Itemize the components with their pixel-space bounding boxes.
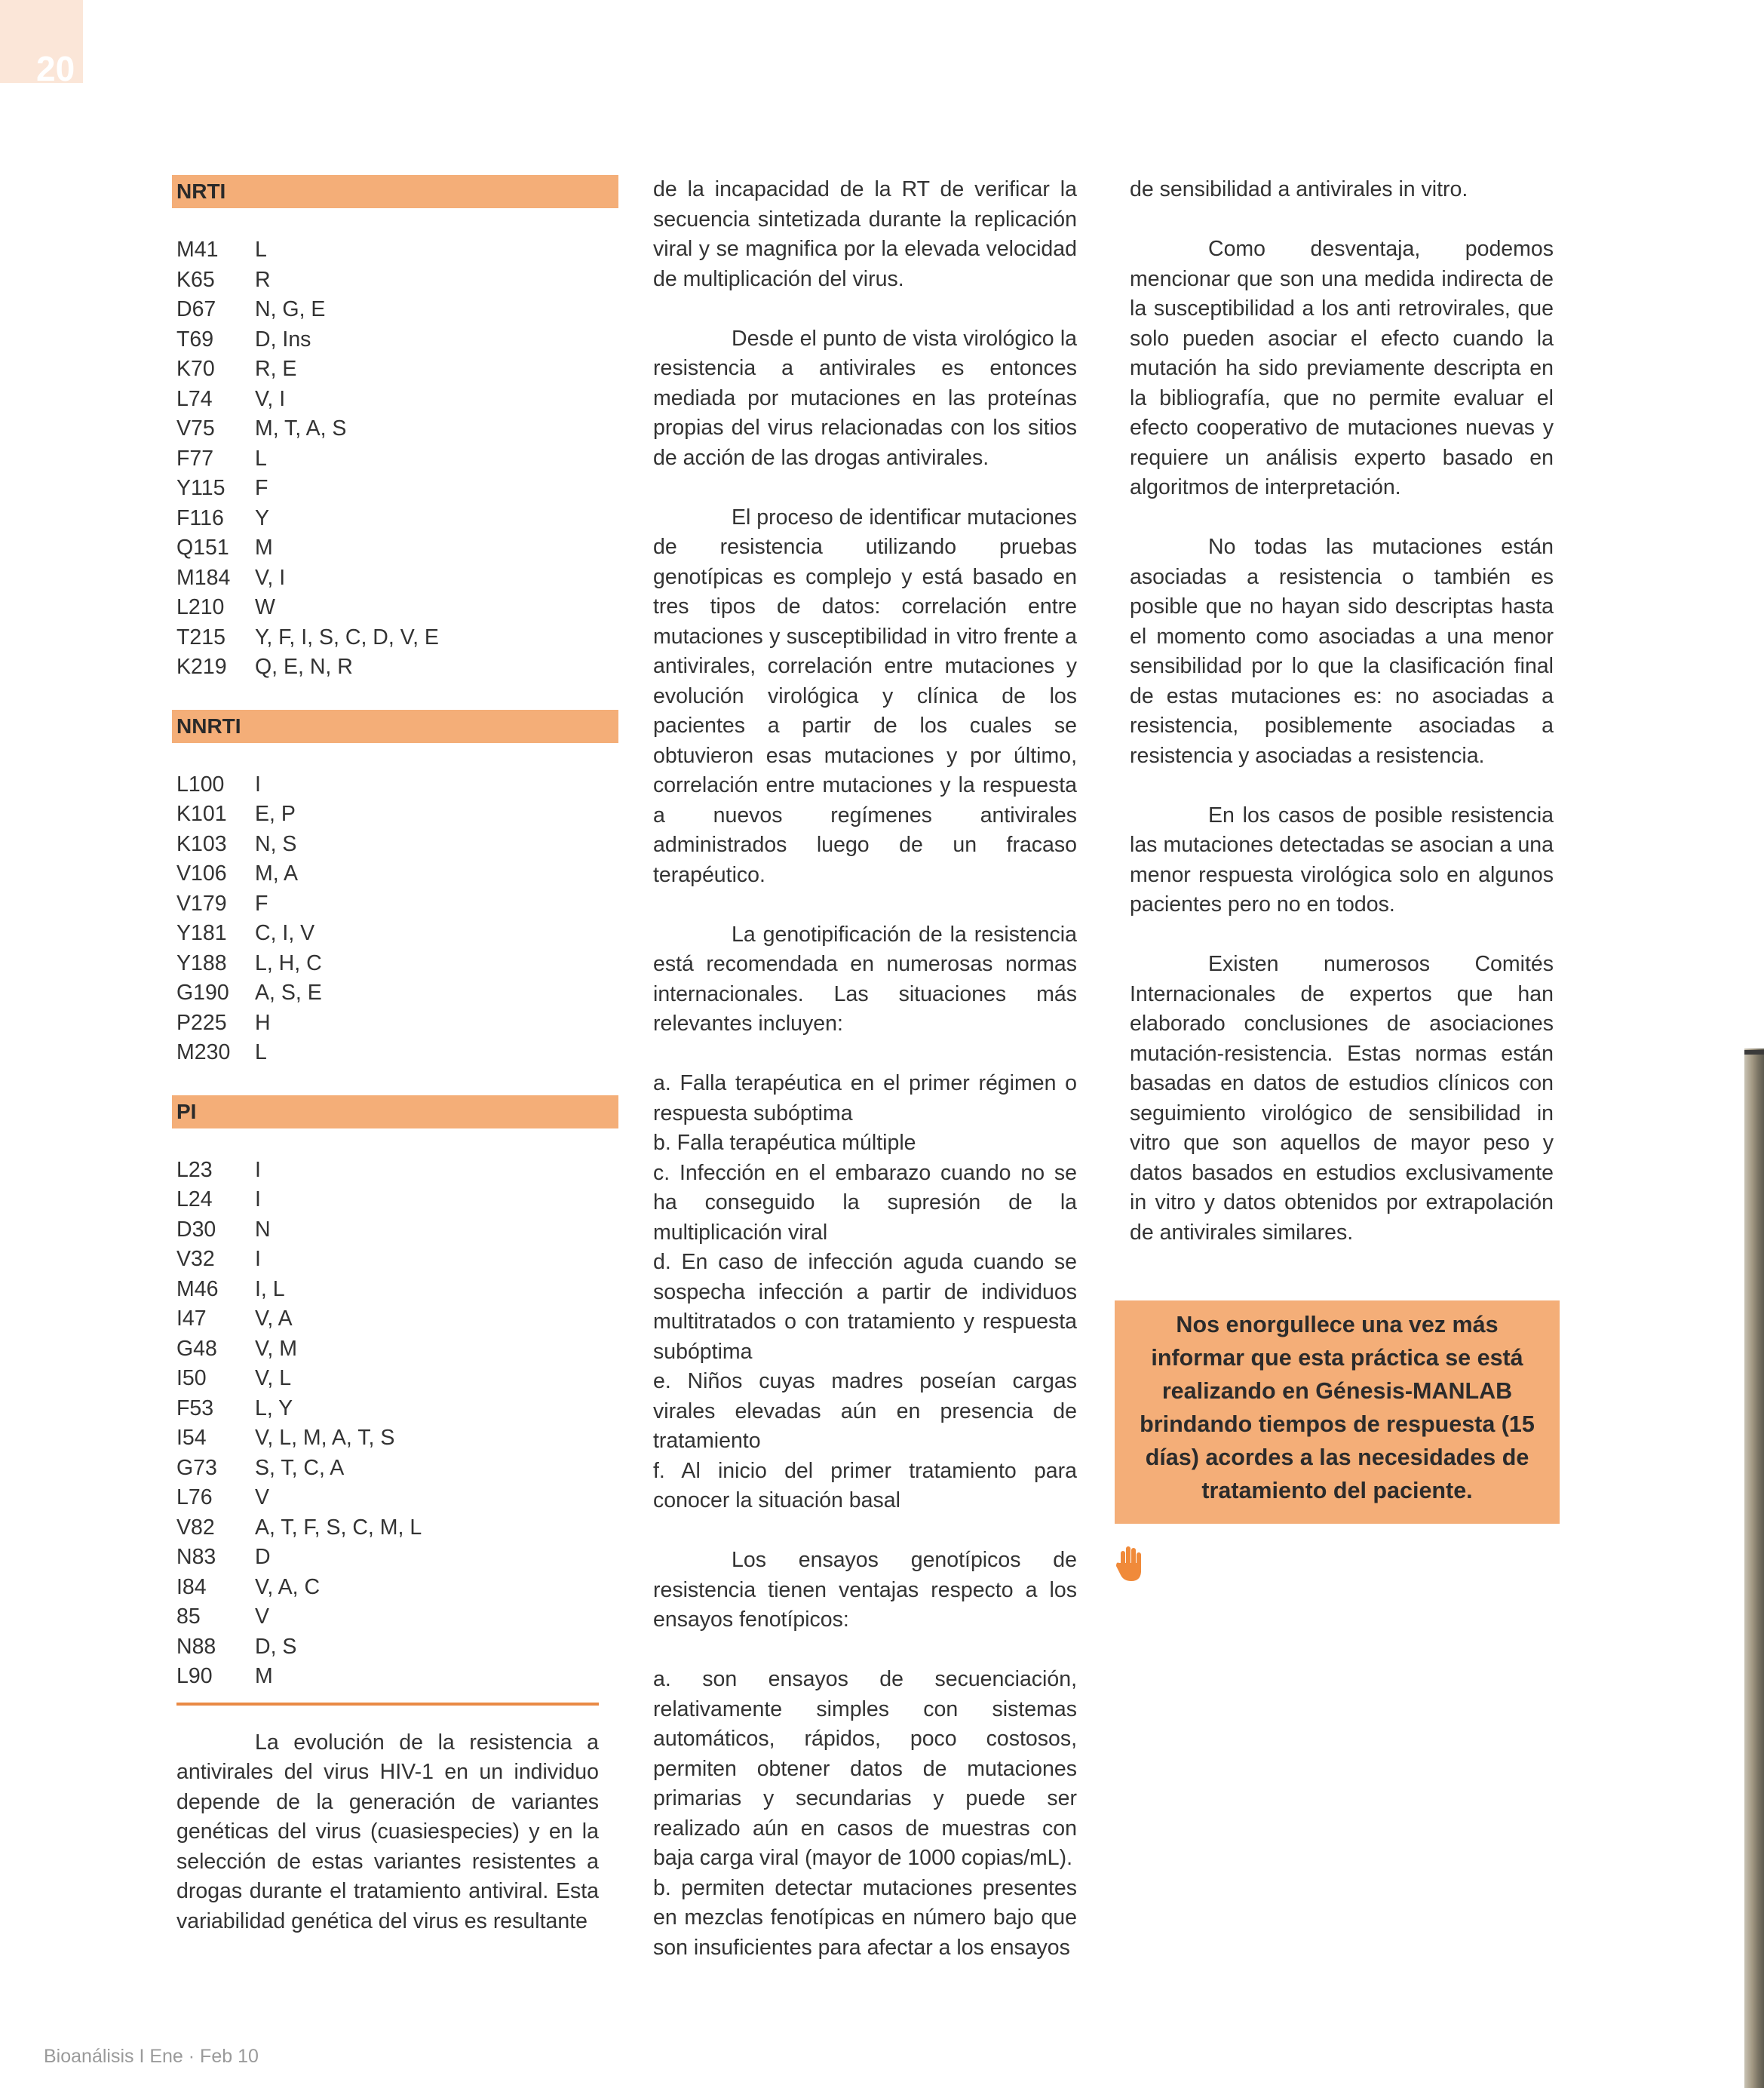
mutation-position: F77 bbox=[176, 446, 214, 471]
list-item: a. son ensayos de secuenciación, relativamente simples con sistemas automáticos, rápidos, poco costosos, permiten obtener datos de mutaciones primarias y secundarias y puede ser realizado aún en casos de muestras con baja carga viral (mayor de 1000 copias/mL). bbox=[653, 1667, 1077, 1870]
mutation-substitutions: M, A bbox=[255, 861, 299, 886]
mutation-position: Y181 bbox=[176, 921, 227, 945]
mutation-row bbox=[176, 889, 618, 920]
mutation-position: K101 bbox=[176, 802, 227, 826]
mutation-row bbox=[176, 414, 618, 444]
mutation-row bbox=[176, 1038, 618, 1068]
mutation-position: N88 bbox=[176, 1634, 216, 1659]
mutation-position: K103 bbox=[176, 831, 227, 856]
body-paragraph: Como desventaja, podemos mencionar que son una medida indirecta de la susceptibilidad a los anti retrovirales, que solo pueden asociar el efecto cuando la mutación ha sido previamente descripta en la bibliografía, que no permite evaluar el efecto cooperativo de mutaciones nuevas y requiere un análisis experto basado en algoritmos de interpretación. bbox=[1130, 237, 1554, 499]
mutation-position: L23 bbox=[176, 1157, 213, 1182]
mutation-substitutions: V, M bbox=[255, 1336, 297, 1361]
mutation-substitutions: M, T, A, S bbox=[255, 416, 347, 441]
mutation-row bbox=[176, 1215, 618, 1245]
mutation-substitutions: W bbox=[255, 595, 275, 619]
mutation-position: L100 bbox=[176, 772, 225, 797]
mutation-position: D30 bbox=[176, 1217, 216, 1242]
mutation-position: M41 bbox=[176, 238, 219, 262]
footer: Bioanálisis I Ene · Feb 10 bbox=[44, 2046, 259, 2067]
body-paragraph: El proceso de identificar mutaciones de resistencia utilizando pruebas genotípicas es complejo y está basado en tres tipos de datos: correlación entre mutaciones y susceptibilidad in vitro frente a antivirales, correlación entre mutaciones y evolución virológica y clínica de los pacientes a partir de los cuales se obtuvieron esas mutaciones y por último, correlación entre mutaciones y la respuesta a nuevos regímenes antivirales administrados luego de un fracaso terapéutico. bbox=[653, 505, 1077, 887]
mutation-position: Y115 bbox=[176, 476, 225, 500]
mutation-substitutions: E, P bbox=[255, 802, 296, 826]
mutation-row bbox=[176, 355, 618, 385]
mutation-row bbox=[176, 830, 618, 860]
mutation-row bbox=[176, 1573, 618, 1603]
mutation-substitutions: M bbox=[255, 1664, 273, 1688]
mutation-substitutions: L, Y bbox=[255, 1396, 293, 1420]
mutation-row bbox=[176, 623, 618, 653]
mutation-substitutions: H bbox=[255, 1010, 271, 1035]
mutation-list-nrti bbox=[172, 235, 618, 683]
mutation-row bbox=[176, 1602, 618, 1632]
mutation-position: F53 bbox=[176, 1396, 214, 1420]
mutation-row bbox=[176, 1156, 618, 1186]
mutation-row bbox=[176, 1662, 618, 1692]
mutation-row bbox=[176, 533, 618, 563]
mutation-substitutions: V, A bbox=[255, 1307, 293, 1331]
mutation-substitutions: D, S bbox=[255, 1634, 297, 1659]
mutation-substitutions: V, L, M, A, T, S bbox=[255, 1426, 395, 1450]
body-paragraph: Los ensayos genotípicos de resistencia tienen ventajas respecto a los ensayos fenotípicos: bbox=[653, 1548, 1077, 1632]
mutation-list-pi bbox=[172, 1156, 618, 1692]
mutation-row bbox=[176, 1334, 618, 1365]
mutation-position: K65 bbox=[176, 267, 215, 292]
body-paragraph: Existen numerosos Comités Internacionales de expertos que han elaborado conclusiones de asociaciones mutación-resistencia. Estas normas están basadas en datos de estudios clínicos con seguimiento virológico de sensibilidad in vitro que son aquellos de mayor peso y datos basados en estudios exclusivamente in vitro y datos obtenidos por extrapolación de antivirales similares. bbox=[1130, 952, 1554, 1245]
body-paragraph: de sensibilidad a antivirales in vitro. bbox=[1130, 177, 1468, 201]
mutation-substitutions: V, I bbox=[255, 386, 286, 411]
mutation-position: Y188 bbox=[176, 950, 227, 975]
body-paragraph: No todas las mutaciones están asociadas a resistencia o también es posible que no hayan sido descriptas hasta el momento como asociadas a una menor sensibilidad por lo que la clasificación final de estas mutaciones es: no asociadas a resistencia, posiblemente asociadas a resistencia y asociadas a resistencia. bbox=[1130, 535, 1554, 768]
mutation-position: F116 bbox=[176, 505, 224, 530]
page-number: 20 bbox=[0, 0, 83, 83]
mutation-position: L90 bbox=[176, 1664, 213, 1688]
mutation-position: V82 bbox=[176, 1515, 215, 1540]
mutation-position: N83 bbox=[176, 1545, 216, 1569]
mutation-position: V32 bbox=[176, 1247, 215, 1271]
mutation-position: I84 bbox=[176, 1574, 207, 1599]
mutation-position: L210 bbox=[176, 595, 225, 619]
mutation-row bbox=[176, 563, 618, 594]
mutation-position: G190 bbox=[176, 981, 229, 1005]
mutation-row bbox=[176, 504, 618, 534]
section-header-nnrti: NNRTI bbox=[172, 710, 618, 743]
mutation-substitutions: D bbox=[255, 1545, 271, 1569]
mutation-row bbox=[176, 1513, 618, 1543]
list-item: b. Falla terapéutica múltiple bbox=[653, 1131, 916, 1155]
mutation-substitutions: Y, F, I, S, C, D, V, E bbox=[255, 625, 439, 649]
mutation-position: I54 bbox=[176, 1426, 207, 1450]
mutation-substitutions: I, L bbox=[255, 1276, 285, 1301]
mutation-row bbox=[176, 1423, 618, 1454]
mutation-substitutions: I bbox=[255, 772, 261, 797]
mutation-position: K219 bbox=[176, 655, 227, 679]
list-item: c. Infección en el embarazo cuando no se ha conseguido la supresión de la multiplicación viral bbox=[653, 1160, 1077, 1245]
advantages-list bbox=[653, 1665, 1077, 1963]
divider bbox=[176, 1703, 599, 1706]
mutation-position: I47 bbox=[176, 1307, 207, 1331]
mutation-row bbox=[176, 652, 618, 683]
mutation-position: V75 bbox=[176, 416, 215, 441]
body-paragraph: de la incapacidad de la RT de verificar la secuencia sintetizada durante la replicación viral y se magnifica por la elevada velocidad de multiplicación del virus. bbox=[653, 177, 1077, 291]
mutation-row bbox=[176, 978, 618, 1009]
mutation-position: G48 bbox=[176, 1336, 217, 1361]
list-item: d. En caso de infección aguda cuando se sospecha infección a partir de individuos multitratados o con tratamiento y respuesta subóptima bbox=[653, 1250, 1077, 1364]
text-column-3 bbox=[1130, 175, 1554, 1248]
mutation-substitutions: I bbox=[255, 1157, 261, 1182]
mutation-row bbox=[176, 1364, 618, 1394]
raised-hand-icon bbox=[1115, 1543, 1146, 1583]
mutation-row bbox=[176, 1394, 618, 1424]
mutation-substitutions: Q, E, N, R bbox=[255, 655, 353, 679]
mutation-position: V106 bbox=[176, 861, 227, 886]
mutation-position: L24 bbox=[176, 1187, 213, 1211]
mutation-row bbox=[176, 1245, 618, 1275]
mutation-position: I50 bbox=[176, 1366, 207, 1390]
mutation-substitutions: A, S, E bbox=[255, 981, 322, 1005]
mutation-row bbox=[176, 266, 618, 296]
mutation-substitutions: L bbox=[255, 446, 267, 471]
mutation-position: L74 bbox=[176, 386, 213, 411]
mutation-substitutions: V bbox=[255, 1604, 270, 1629]
mutation-row bbox=[176, 295, 618, 325]
mutation-row bbox=[176, 593, 618, 623]
mutation-substitutions: M bbox=[255, 536, 273, 560]
mutation-substitutions: V, L bbox=[255, 1366, 292, 1390]
body-paragraph: La genotipificación de la resistencia está recomendada en numerosas normas internacionales. Las situaciones más relevantes incluyen: bbox=[653, 922, 1077, 1036]
list-item: e. Niños cuyas madres poseían cargas virales elevadas aún en presencia de tratamiento bbox=[653, 1369, 1077, 1453]
mutation-position: D67 bbox=[176, 297, 216, 321]
mutation-row bbox=[176, 474, 618, 504]
body-paragraph: Desde el punto de vista virológico la resistencia a antivirales es entonces mediada por mutaciones en las proteínas propias del virus relacionadas con los sitios de acción de las drogas antivirales. bbox=[653, 326, 1077, 470]
text-column-2 bbox=[653, 175, 1077, 1963]
mutation-position: T215 bbox=[176, 625, 225, 649]
mutation-position: M230 bbox=[176, 1040, 231, 1064]
mutation-substitutions: I bbox=[255, 1247, 261, 1271]
mutation-row bbox=[176, 770, 618, 800]
mutation-position: G73 bbox=[176, 1455, 217, 1480]
mutation-row bbox=[176, 1454, 618, 1484]
mutation-position: P225 bbox=[176, 1010, 227, 1035]
mutation-row bbox=[176, 919, 618, 949]
mutation-substitutions: L, H, C bbox=[255, 950, 322, 975]
mutation-column bbox=[172, 175, 618, 1936]
mutation-substitutions: C, I, V bbox=[255, 921, 315, 945]
edge-photo-strip bbox=[1744, 1049, 1764, 2088]
mutation-row bbox=[176, 444, 618, 474]
mutation-substitutions: V, I bbox=[255, 565, 286, 590]
mutation-substitutions: S, T, C, A bbox=[255, 1455, 345, 1480]
mutation-position: M184 bbox=[176, 565, 231, 590]
list-item: a. Falla terapéutica en el primer régimen o respuesta subóptima bbox=[653, 1071, 1077, 1125]
mutation-substitutions: L bbox=[255, 238, 267, 262]
mutation-position: L76 bbox=[176, 1485, 213, 1509]
mutation-row bbox=[176, 1304, 618, 1334]
mutation-substitutions: R bbox=[255, 267, 271, 292]
mutation-row bbox=[176, 859, 618, 889]
mutation-position: K70 bbox=[176, 357, 215, 381]
mutation-position: Q151 bbox=[176, 536, 229, 560]
mutation-row bbox=[176, 1275, 618, 1305]
mutation-position: M46 bbox=[176, 1276, 219, 1301]
mutation-substitutions: I bbox=[255, 1187, 261, 1211]
mutation-substitutions: N, G, E bbox=[255, 297, 326, 321]
mutation-substitutions: R, E bbox=[255, 357, 297, 381]
mutation-row bbox=[176, 800, 618, 830]
mutation-row bbox=[176, 1185, 618, 1215]
mutation-row bbox=[176, 325, 618, 355]
mutation-position: 85 bbox=[176, 1604, 201, 1629]
list-item: f. Al inicio del primer tratamiento para conocer la situación basal bbox=[653, 1458, 1077, 1512]
mutation-row bbox=[176, 1543, 618, 1573]
situations-list bbox=[653, 1069, 1077, 1516]
mutation-row bbox=[176, 1009, 618, 1039]
list-item: b. permiten detectar mutaciones presentes en mezclas fenotípicas en número bajo que son insuficientes para afectar a los ensayos bbox=[653, 1875, 1077, 1960]
body-paragraph: En los casos de posible resistencia las mutaciones detectadas se asocian a una menor respuesta virológica solo en algunos pacientes pero no en todos. bbox=[1130, 803, 1554, 917]
mutation-substitutions: F bbox=[255, 476, 268, 500]
mutation-position: V179 bbox=[176, 891, 227, 916]
callout-box: Nos enorgullece una vez más informar que esta práctica se está realizando en Génesis-MANLAB brindando tiempos de respuesta (15 días) acordes a las necesidades de tratamiento del paciente. bbox=[1115, 1300, 1560, 1524]
mutation-substitutions: V, A, C bbox=[255, 1574, 321, 1599]
mutation-substitutions: N, S bbox=[255, 831, 297, 856]
mutation-list-nnrti bbox=[172, 770, 618, 1068]
body-paragraph: La evolución de la resistencia a antivirales del virus HIV-1 en un individuo depende de la generación de variantes genéticas del virus (cuasiespecies) y en la selección de estas variantes resistentes a drogas durante el tratamiento antiviral. Esta variabilidad genética del virus es resultante bbox=[176, 1730, 599, 1933]
mutation-row bbox=[176, 235, 618, 266]
mutation-substitutions: Y bbox=[255, 505, 270, 530]
mutation-substitutions: N bbox=[255, 1217, 271, 1242]
section-header-nrti: NRTI bbox=[172, 175, 618, 208]
edge-marker bbox=[1744, 1050, 1764, 1055]
mutation-substitutions: D, Ins bbox=[255, 327, 311, 352]
mutation-substitutions: F bbox=[255, 891, 268, 916]
section-header-pi: PI bbox=[172, 1095, 618, 1128]
mutation-row bbox=[176, 385, 618, 415]
mutation-substitutions: A, T, F, S, C, M, L bbox=[255, 1515, 422, 1540]
mutation-row bbox=[176, 1632, 618, 1663]
mutation-substitutions: V bbox=[255, 1485, 270, 1509]
mutation-row bbox=[176, 949, 618, 979]
mutation-substitutions: L bbox=[255, 1040, 267, 1064]
mutation-row bbox=[176, 1483, 618, 1513]
mutation-position: T69 bbox=[176, 327, 214, 352]
